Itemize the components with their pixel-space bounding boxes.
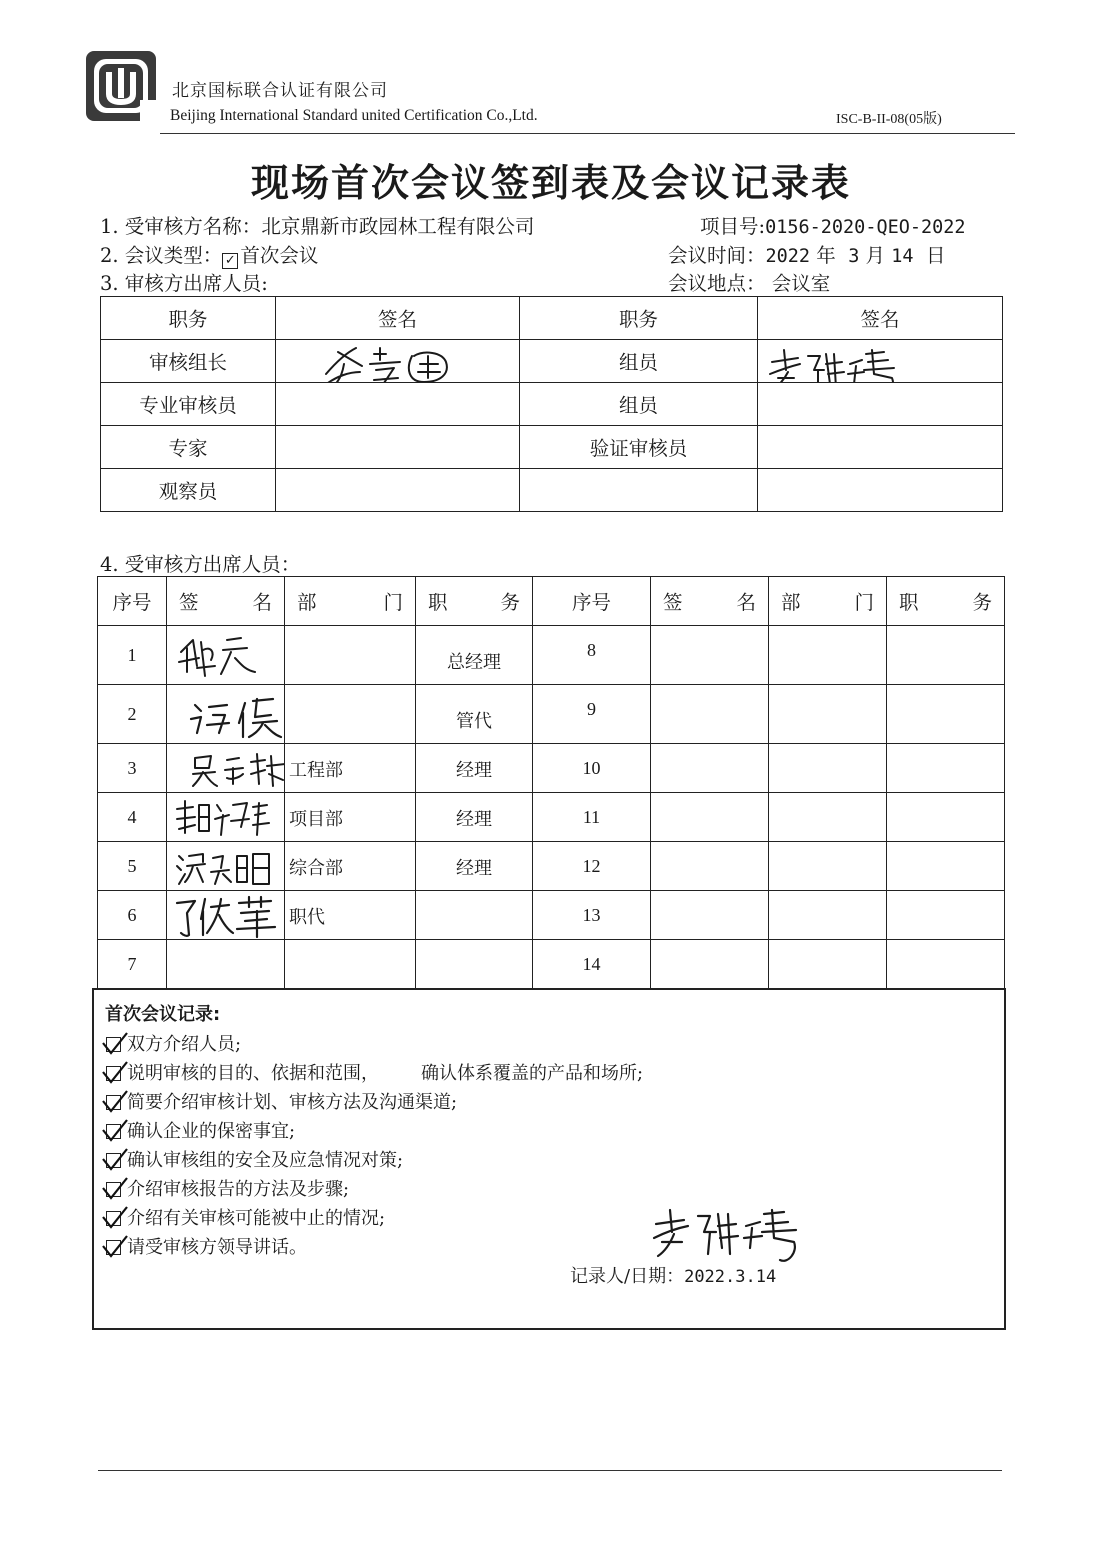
department-cell	[285, 626, 416, 685]
signature-cell[interactable]	[167, 685, 285, 744]
signature-cell[interactable]	[651, 626, 769, 685]
check-mark-icon	[101, 1147, 129, 1175]
record-item	[106, 1030, 241, 1056]
header-department	[285, 577, 416, 626]
table-row	[98, 793, 1005, 842]
project-label: 项目号:	[700, 215, 766, 238]
meeting-place-label: 会议地点：	[668, 272, 766, 295]
signature-cell[interactable]	[758, 340, 1003, 383]
meeting-type-value: 首次会议	[240, 244, 319, 267]
record-text: 介绍有关审核可能被中止的情况;	[127, 1208, 386, 1229]
signature-cell[interactable]	[758, 426, 1003, 469]
signature-cell[interactable]	[651, 891, 769, 940]
header-position-a: 职	[899, 591, 919, 614]
signature-cell[interactable]	[167, 793, 285, 842]
role-cell: 组员	[520, 383, 758, 426]
department-cell: 工程部	[285, 744, 416, 793]
seq-cell: 3	[98, 744, 167, 793]
header-signature	[651, 577, 769, 626]
position-cell[interactable]	[887, 891, 1005, 940]
record-text: 说明审核的目的、依据和范围，	[127, 1063, 379, 1084]
role-cell: 审核组长	[101, 340, 276, 383]
check-mark-icon	[101, 1118, 129, 1146]
header-position-a: 职	[428, 591, 448, 614]
table-row	[101, 340, 1003, 383]
check-mark-icon	[101, 1234, 129, 1262]
position-cell[interactable]	[887, 793, 1005, 842]
handwritten-signature	[173, 893, 283, 939]
table-row	[98, 626, 1005, 685]
table-row	[98, 891, 1005, 940]
signature-cell[interactable]	[167, 891, 285, 940]
recorder-line	[570, 1262, 776, 1288]
seq-cell: 6	[98, 891, 167, 940]
record-item	[106, 1117, 295, 1143]
auditor-attendance-table	[100, 296, 1003, 512]
department-cell	[285, 685, 416, 744]
header-position-b: 务	[972, 591, 992, 614]
record-item	[106, 1059, 643, 1085]
header-department-b: 门	[854, 591, 874, 614]
signature-cell[interactable]	[167, 842, 285, 891]
record-checkbox[interactable]	[106, 1153, 121, 1168]
seq-cell: 11	[533, 793, 651, 842]
table-row	[98, 940, 1005, 989]
record-checkbox[interactable]	[106, 1066, 121, 1081]
position-cell[interactable]	[887, 626, 1005, 685]
table-row	[98, 744, 1005, 793]
records-title: 首次会议记录:	[105, 1004, 221, 1025]
signature-cell[interactable]	[651, 940, 769, 989]
seq-cell: 14	[533, 940, 651, 989]
position-cell: 管代	[416, 685, 533, 744]
record-item	[106, 1088, 457, 1114]
position-cell: 经理	[416, 744, 533, 793]
table-header-row	[101, 297, 1003, 340]
role-cell: 观察员	[101, 469, 276, 512]
seq-cell: 8	[533, 626, 651, 685]
auditee-name-line	[100, 211, 534, 239]
header-seq: 序号	[533, 577, 651, 626]
header-signature: 签名	[758, 297, 1003, 340]
table-row	[98, 685, 1005, 744]
header-signature-a: 签	[663, 591, 683, 614]
company-name-en: Beijing International Standard united Certification Co.,Ltd.	[170, 107, 538, 124]
record-item	[106, 1204, 385, 1230]
footer-divider	[98, 1470, 1002, 1471]
table-row	[101, 469, 1003, 512]
record-checkbox[interactable]	[106, 1124, 121, 1139]
month-unit: 月	[865, 244, 886, 267]
seq-cell: 10	[533, 744, 651, 793]
signature-cell[interactable]	[167, 626, 285, 685]
meeting-type-label: 2. 会议类型：	[100, 244, 223, 267]
seq-cell: 5	[98, 842, 167, 891]
seq-cell: 9	[533, 685, 651, 744]
signature-cell[interactable]	[651, 842, 769, 891]
signature-cell[interactable]	[167, 940, 285, 989]
handwritten-signature	[187, 693, 283, 741]
header-signature-b: 名	[252, 591, 272, 614]
department-cell[interactable]	[769, 793, 887, 842]
record-item	[106, 1175, 349, 1201]
header-signature	[167, 577, 285, 626]
position-cell: 经理	[416, 793, 533, 842]
signature-cell[interactable]	[276, 426, 520, 469]
header-position-b: 务	[500, 591, 520, 614]
record-text: 简要介绍审核计划、审核方法及沟通渠道;	[127, 1092, 458, 1113]
header-role: 职务	[520, 297, 758, 340]
header-divider	[160, 133, 1015, 134]
project-number: 0156-2020-QEO-2022	[765, 217, 966, 238]
meeting-year: 2022	[765, 246, 811, 267]
signature-cell[interactable]	[651, 793, 769, 842]
auditee-label: 1. 受审核方名称：	[100, 215, 262, 238]
header-signature-b: 名	[736, 591, 756, 614]
seq-cell: 4	[98, 793, 167, 842]
department-cell[interactable]	[769, 626, 887, 685]
record-text: 请受审核方领导讲话。	[127, 1237, 307, 1258]
seq-cell: 1	[98, 626, 167, 685]
table-row	[98, 842, 1005, 891]
record-text: 双方介绍人员;	[127, 1034, 242, 1055]
handwritten-signature	[175, 632, 265, 680]
department-cell[interactable]	[769, 940, 887, 989]
header-department-a: 部	[781, 591, 801, 614]
check-mark-icon	[101, 1089, 129, 1117]
position-cell: 经理	[416, 842, 533, 891]
handwritten-signature	[316, 342, 456, 383]
signature-cell[interactable]	[276, 383, 520, 426]
table-header-row	[98, 577, 1005, 626]
company-name-cn: 北京国标联合认证有限公司	[172, 81, 388, 101]
header-role: 职务	[101, 297, 276, 340]
seq-cell: 7	[98, 940, 167, 989]
header-seq: 序号	[98, 577, 167, 626]
meeting-time-label: 会议时间：	[668, 244, 766, 267]
department-cell[interactable]	[769, 842, 887, 891]
table-row	[101, 426, 1003, 469]
record-item	[106, 1146, 403, 1172]
seq-cell: 2	[98, 685, 167, 744]
role-cell: 专业审核员	[101, 383, 276, 426]
handwritten-signature	[173, 797, 269, 839]
check-mark-icon	[101, 1176, 129, 1204]
auditee-name: 北京鼎新市政园林工程有限公司	[261, 215, 535, 238]
meeting-day: 14	[891, 246, 914, 267]
signature-cell[interactable]	[758, 469, 1003, 512]
department-cell: 职代	[285, 891, 416, 940]
header-department-a: 部	[297, 591, 317, 614]
handwritten-signature	[189, 750, 285, 792]
role-cell	[520, 469, 758, 512]
seq-cell: 12	[533, 842, 651, 891]
signature-cell[interactable]	[651, 744, 769, 793]
recorder-label: 记录人/日期：	[570, 1266, 685, 1287]
header-department-b: 门	[383, 591, 403, 614]
signature-cell[interactable]	[758, 383, 1003, 426]
handwritten-signature	[764, 344, 914, 383]
auditor-attendees-label: 3. 审核方出席人员:	[100, 272, 268, 295]
table-row	[101, 383, 1003, 426]
company-seal-logo	[85, 50, 157, 122]
recorder-date: 2022.3.14	[684, 1267, 777, 1287]
record-checkbox[interactable]	[106, 1095, 121, 1110]
position-cell[interactable]	[887, 842, 1005, 891]
signature-cell[interactable]	[276, 340, 520, 383]
meeting-place: 会议室	[771, 272, 831, 295]
department-cell: 综合部	[285, 842, 416, 891]
department-cell[interactable]	[769, 744, 887, 793]
auditee-attendance-table	[97, 576, 1005, 989]
record-checkbox[interactable]	[106, 1182, 121, 1197]
document-code: ISC-B-II-08(05版)	[836, 112, 942, 127]
role-cell: 组员	[520, 340, 758, 383]
signature-cell[interactable]	[276, 469, 520, 512]
position-cell	[416, 891, 533, 940]
signature-cell[interactable]	[167, 744, 285, 793]
record-checkbox[interactable]	[106, 1211, 121, 1226]
position-cell[interactable]	[887, 940, 1005, 989]
project-number-line	[700, 211, 966, 239]
meeting-type-line	[100, 240, 318, 269]
page-title: 现场首次会议签到表及会议记录表	[250, 161, 851, 205]
position-cell: 总经理	[416, 626, 533, 685]
signature-cell[interactable]	[651, 685, 769, 744]
record-checkbox[interactable]	[106, 1240, 121, 1255]
position-cell[interactable]	[887, 744, 1005, 793]
record-text: 确认企业的保密事宜;	[127, 1121, 296, 1142]
header-signature-a: 签	[179, 591, 199, 614]
check-mark-icon	[101, 1205, 129, 1233]
meeting-place-line	[668, 268, 830, 296]
meeting-time-line	[668, 240, 945, 268]
day-unit: 日	[925, 244, 946, 267]
meeting-month: 3	[848, 246, 860, 267]
check-mark-icon	[101, 1031, 129, 1059]
position-cell	[416, 940, 533, 989]
record-checkbox[interactable]	[106, 1037, 121, 1052]
department-cell	[285, 940, 416, 989]
record-text: 确认审核组的安全及应急情况对策;	[127, 1150, 404, 1171]
seq-cell: 13	[533, 891, 651, 940]
year-unit: 年	[816, 244, 836, 267]
department-cell: 项目部	[285, 793, 416, 842]
header-position	[887, 577, 1005, 626]
record-item	[106, 1233, 307, 1259]
auditee-attendees-label: 4. 受审核方出席人员：	[100, 553, 301, 576]
header-department	[769, 577, 887, 626]
record-text: 介绍审核报告的方法及步骤;	[127, 1179, 350, 1200]
role-cell: 验证审核员	[520, 426, 758, 469]
meeting-type-checkbox[interactable]: ✓	[222, 253, 238, 269]
header-position	[416, 577, 533, 626]
recorder-signature	[648, 1204, 808, 1266]
check-mark-icon	[101, 1060, 129, 1088]
department-cell[interactable]	[769, 891, 887, 940]
position-cell[interactable]	[887, 685, 1005, 744]
record-text-extra: 确认体系覆盖的产品和场所;	[421, 1063, 644, 1084]
header-signature: 签名	[276, 297, 520, 340]
department-cell[interactable]	[769, 685, 887, 744]
handwritten-signature	[173, 848, 273, 888]
role-cell: 专家	[101, 426, 276, 469]
